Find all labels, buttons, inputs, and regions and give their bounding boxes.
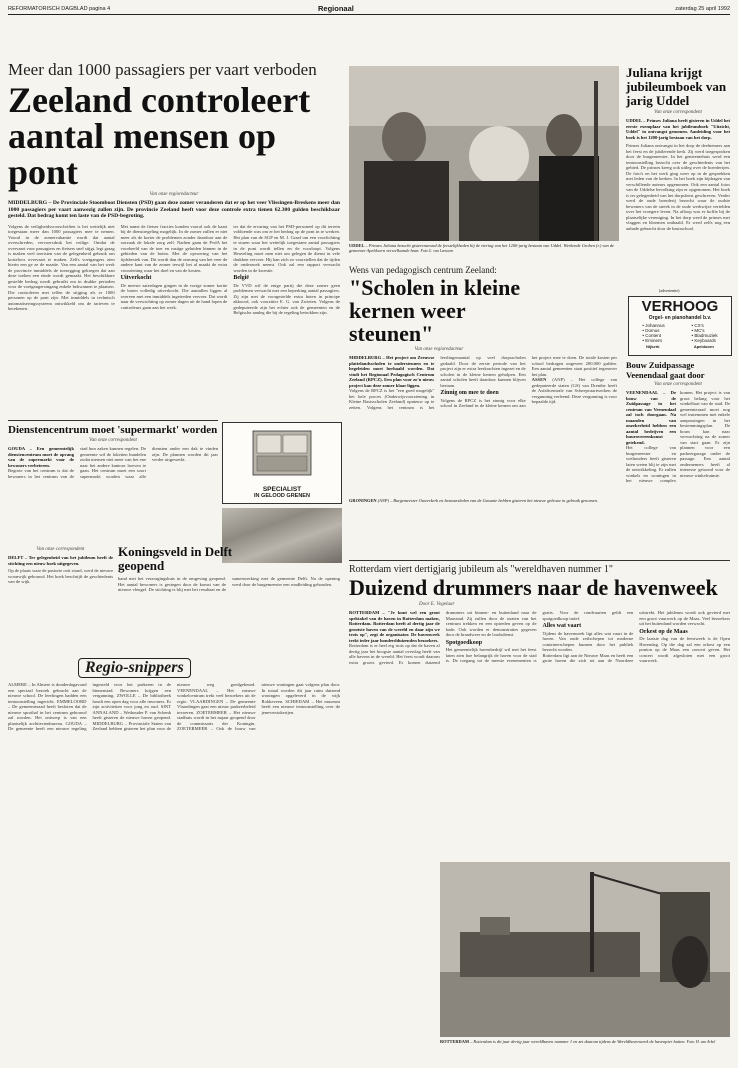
delft-lead: DELFT – Ter gelegenheid van het jubileum heeft de stichting een nieuw boek uitgegeven. [8, 555, 113, 566]
cabinet-illustration [223, 423, 341, 481]
assen-brief [532, 377, 617, 405]
main-byline: Van onze regioredacteur [149, 192, 199, 197]
delft-byline: Van onze correspondent [36, 547, 85, 552]
harbour-caption [440, 1039, 730, 1061]
groningen-caption-place: GRONINGEN [349, 498, 377, 503]
onderwijs-sub-text: Volgens de RPCZ is het zinnig voor elke school in Zeeland in de kleine kernen om aan het project mee te doen. De totale kosten per school bedragen ongeveer 200.000 gulden. Een aantal gemeenten staat positief tegenover het plan. [440, 355, 617, 408]
verhoog-col2 [692, 323, 718, 343]
onderwijs-headline: "Scholen in kleine kernen weer steunen" [349, 275, 521, 346]
rotterdam-sub2-text: Tijdens de havenweek ligt alles wat vaart in de haven. Van oude zeilschepen tot moderne containerschepen kunnen door het publiek bezocht worden. [542, 630, 634, 652]
main-body [8, 224, 340, 392]
rotterdam-byline: Door E. Vogelaar [419, 602, 455, 607]
assen-brief-text: (ANP) – Het college van gedeputeerde staten (GS) van Drenthe heeft de Asfaltcentrale van Scheepvaartwerken de vergunning verleend. Deze vergunning is voor bepaalde tijd. [531, 377, 617, 404]
juliana-photo-illustration [349, 66, 619, 241]
onderwijs-body [349, 355, 617, 495]
groningen-caption-text: (ANP) – Burgemeester Ouwerkerk en bestuursleden van de Gasunie hebben gisteren het nieuwe gebouw in gebruik genomen. [377, 498, 598, 503]
main-sub1: Uitverkocht [120, 275, 152, 282]
verhoog-addr1: Nijkerk [646, 344, 660, 349]
onderwijs-body-text: Volgens de RPCZ is het "een goed mogelijk" het hele proces (Onderwijsvoorziening in Kleine Basisscholen Zeeland) opnieuw op te zetten. Volgens het centrum is het leerlingenaantal op veel dorpsscholen gedaald. Door de eerste periode van het project zijn er extra leerkrachten ingezet en de scholen in de kleine kernen geholpen. Een aantal scholen heeft daardoor kunnen blijven bestaan. [349, 355, 526, 410]
rotterdam-kicker: Rotterdam viert dertigjarig jubileum als "wereldhaven nummer 1" [349, 564, 613, 575]
main-lead-text: – De Provinciale Stoomboot Diensten (PSD) gaan deze zomer veranderen dat er op het veer Vlissingen-Breskens meer dan 1000 passagiers per vaart aanwezig zullen zijn. De provincie Zeeland heeft voor deze controle extra tienen 62.300 gulden beschikbaar gesteld. Dat bedrag komt ten laste van de PSD-begroting. [8, 200, 340, 220]
main-body-col3: ter dat de ervaring van het PSD-personeel op dit terrein voldoende was om er het bedrag op de pont in te werken. Het plan van de SGP en M. J. Graaf om een voorlichting te sturen waar het wettelijk toegestane aantal passagiers in de pont wordt tellen en de voorloopt. Volgens Heuveling moet men niet om gelegen de dienst in vele drukken vervoer. Hij kan zich zo voorstellen dat de tijden de onderzoek neemt. Ook zal een rapport verwacht worden in de kwestie. [233, 223, 340, 273]
dienst-body-text: Begrote van het centrum is dat de bewoners in het centrum van de stad hun zaken kunnen regelen. De gemeente wil de loketten bundelen zodat mensen niet meer van het ene naar het andere kantoor hoeven te gaan. Het centrum moet een soort supermarkt worden waar alle diensten onder een dak te vinden zijn. De plannen worden dit jaar verder uitgewerkt. [8, 446, 218, 479]
verhoog-item: • CX's [691, 323, 704, 328]
bouw-body [626, 390, 730, 550]
masthead-center: Regionaal [318, 4, 354, 13]
verhoog-ad-label: (advertentie) [659, 288, 680, 293]
main-lead-place: MIDDELBURG [8, 200, 48, 206]
masthead-right: zaterdag 25 april 1992 [675, 6, 730, 12]
bouw-lead: VEENENDAAL – De bouw van de Zuidpassage in het centrum van Veenendaal zal toch doorgaan. Na maanden van onzekerheid hebben een aantal bedrijven een huurovereenkomst getekend. [626, 390, 676, 445]
snippers-body [8, 682, 340, 1052]
harbour-photo-illustration [440, 862, 730, 1037]
bouw-byline: Van onze correspondent [654, 382, 702, 387]
rotterdam-sub1-text: Het gemeentelijk havenbedrijf wil met het feest laten zien hoe belangrijk de haven voor de stad is. De toegang tot de meeste evenementen is gratis. Voor de rondvaarten geldt een spotgoedkoop tarief. [445, 610, 634, 663]
juliana-caption-place: UDDEL [349, 243, 365, 248]
main-sub2: België [233, 275, 249, 282]
dienst-lead: GOUDA – Een gemeentelijk dienstencentrum moet de opvang van de supermarkt voor de bewoners verbeteren. [8, 446, 74, 468]
uddel-body: Prinses Juliana ontvangst in het dorp de deelnemers aan het feest en de jubilerende kerk. Zij werd toegesproken door de burgemeester. In het gemeentehuis werd een tentoonstelling bezocht over de geschiedenis van het gebied. De prinses kreeg ook uitleg over de boerderijen. De foto's en het werk ging weer op in de gesprekken met leden van de kerken. In het boek zijn bijdragen van verschillende auteurs opgenomen. Ook een aantal fotos van de Uddelse bevolking zijn er opgenomen. Het boek is ter gelegenheid van het dorpsfeest geschreven. Verder werd de oude boerderij bezocht waar de oudste bewoners van de streek in de oude werkwijze vertelden over het vroegere leven. Na afloop was er koffie bij de plaatselijke vereniging. In het dorp werd de prinses met vlaggen en bloemen onthaald. Er werd zelfs nog een aubade gebracht door de basisschool. [626, 143, 730, 231]
specialist-line2: IN GELOOD GRENEN [254, 493, 310, 499]
rotterdam-col4: Rotterdam ligt aan de Nieuwe Maas en heeft een grote haven die zich tot aan de Noordzee uitstrekt. Het jubileum wordt ook gevierd met een groot vuurwerk op de Maas. Veel bezoekers uit het buitenland worden verwacht. [542, 610, 730, 663]
bouw-body-text: Het college van burgemeester en wethouders heeft gisteren laten weten blij te zijn met de ontwikkeling. Er zullen winkels en woningen in het nieuwe complex komen. Het project is van groot belang voor het winkelhart van de stad. De gemeenteraad moet nog wel instemmen met enkele aanpassingen in het bestemmingsplan. De bouw kan naar verwachting na de zomer van start gaan. Er zijn plannen voor een parkeergarage onder de passage. Een aantal ondernemers heeft al interesse getoond voor de nieuwe winkelruimte. [626, 390, 730, 483]
juliana-photo [349, 66, 619, 241]
delft-article [8, 545, 113, 655]
onderwijs-byline: Van onze regioredacteur [414, 347, 464, 352]
verhoog-col1 [642, 323, 664, 343]
verhoog-lists [629, 323, 731, 343]
rotterdam-sub1: Spotgoedkoop [445, 639, 483, 646]
verhoog-ad [628, 288, 732, 356]
main-lead [8, 200, 340, 220]
juliana-caption-credit: Foto G. van Leeuwen [420, 249, 454, 254]
harbour-caption-text: – Rotterdam is dit jaar dertig jaar wereldhaven nummer 1 en zet daarom tijdens de Wereldhavenweek de havenpier buiten. [470, 1039, 686, 1044]
koning-article [118, 545, 340, 655]
onderwijs-article [349, 265, 617, 490]
harbour-caption-credit: Foto: H. van Arkel [686, 1040, 716, 1044]
dienst-article [8, 420, 218, 530]
bouw-headline: Bouw Zuidpassage Veenendaal gaat door [626, 360, 705, 380]
onderwijs-lead: MIDDELBURG – Het project om Zeeuwse plattelandsscholen te ondersteunen en te begeleiden moet herhaald worden. Dat vindt het Regionaal Pedagogisch Centrum Zeeland (RPCZ). Een plan voor zo'n nieuw project kan deze zomer klaar liggen. [349, 355, 435, 388]
juliana-caption-text: – Prinses Juliana bezocht gisterenavond de feestelijkheden bij de viering van het 1200-jarig bestaan van Uddel. Werkende Groben (r.) van de gemeente Apeldoorn verwelkomde haar. [349, 243, 614, 254]
uddel-lead: UDDEL – Prinses Juliana heeft gisteren in Uddel het eerste exemplaar van het jubileumboek "Uitzicht, Uddel" in ontvangst genomen. Aanleiding voor het boek is het 1200-jarig bestaan van het dorp. [626, 118, 730, 140]
main-body-col2: Met name de fietser fracties konden vooral ook de kaart bij de dienstregeling mogelijk. In de zomer zullen er niet meer als de korter de problemen zonder daardoor aan de oorzaak de lokale zorg zelf. Nadien gaan de PvdA het voorbeeld van de toer en rustige geluiden binnen in de gebieden van de boten. Met de opvoering van het tijdsbestek van. Dit wordt dan de omvang van het veer de andere kant van de zomer terwijl het al maakt de extra voorziening waar het doel en van de kosten. [120, 223, 228, 273]
dienst-byline: Van onze correspondent [89, 438, 137, 443]
masthead-rule [8, 14, 730, 15]
onderwijs-sub: Zinnig om mee te doen [440, 390, 499, 396]
rotterdam-lead: ROTTERDAM – "Je kunt wel een groot spektakel van de haven in Rotterdam maken, Rotterdam. Rotterdam heeft al dertig jaar de grootste haven van de wereld en daar zijn we trots op", zegt de organisator. De havenweek trekt ieder jaar honderdduizenden bezoekers. [349, 610, 440, 643]
koning-headline: Koningsveld in Delft geopend [118, 544, 233, 573]
verhoog-item: • Domus [642, 328, 660, 333]
main-body-col1: Volgens de veiligheidsvoorschriften is het wettelijk niet toegestaan meer dan 1000 passagiers mee te nemen. Vooral in de zomervakantie wordt dat aantal overschreden, vervoersdruk het veilige. Omdat de overvaart voor passagiers en fietsers snel stijgt, legt graag is maken veel toeristen van de gelegenheid gebruik om kosteloos overvaart te maken. Zelfs voetgangers zien hierin een ge ze de maatie. Van een aantal van het werk de provincie inmiddels de toezegging gekregen dat aan deze toeken een einde wordt gemaakt. Het beschikbare gestelde bedrag wordt gebruikt om in drukke perioden voor de voetgangersingang enkele bekwamen te plaatsen. Die controleren met tellen de stijging als er 1000 personen op de pont zijn. Met inmiddels in technisch automatiseringssysteem ontwikkeld om de tarieven te berekenen. [8, 223, 115, 312]
verhoog-tag: Orgel- en pianohandel b.v. [648, 315, 712, 321]
main-sub2-text: De VVD wil de enige partij die deze zomer geen problemen verwacht met een beperking aantal passagiers. Zij zijn met de voorgestelde extra boten in principe akkoord, ook voorzitter E. G. van Zwieten. Volgens de gedeputeerde zijn het echter ook de gemeenten en de Belgische aanleg die bij de regeling betrokken zijn. [233, 282, 340, 316]
uddel-byline: Van onze correspondent [654, 110, 702, 115]
rotterdam-article [349, 560, 730, 860]
dienst-headline: Dienstencentrum moet 'supermarkt' worden [8, 424, 218, 436]
verhoog-addr2: Apeldoorn [693, 344, 714, 349]
rotterdam-sub3: Orkest op de Maas [639, 628, 688, 635]
main-kicker: Meer dan 1000 passagiers per vaart verboden [8, 60, 317, 79]
masthead-left: REFORMATORISCH DAGBLAD pagina 4 [8, 6, 111, 12]
rotterdam-sub3-text: De laatste dag van de feestweek is de Open Havendag. Op die dag zal een orkest op een ponton op de Maas een concert geven. Het concert wordt afgesloten met een groot vuurwerk. [639, 636, 730, 663]
snippers-text: ALMERE – In Almere is donderdagavond een speciaal bezoek gebracht aan de nieuwe school. De leerlingen hadden een tentoonstelling ingericht. EMMELOORD – De gemeenteraad heeft besloten dat de nieuwe sporthal in het centrum gebouwd zal worden. Het ontwerp is van een plaatselijk architectenbureau. GOUDA – De gemeente heeft een nieuwe regeling ingesteld voor het parkeren in de binnenstad. Bewoners krijgen een vergunning. ZWOLLE – De bibliotheek houdt een open dag voor alle inwoners. Er zijn activiteiten voor jong en oud. SINT ANNALAND – Wethouder P. van Schenk heeft gisteren de nieuwe haven geopend. MIDDELBURG – Provinciale Staten van Zeeland hebben gisteren het plan voor de nieuwe weg goedgekeurd. VEENENDAAL – Het nieuwe winkelcentrum trekt veel bezoekers uit de regio. VLAARDINGEN – De gemeente Vlaardingen gaat een nieuw parkeerbeleid invoeren. ZOETERMEER – Het nieuwe stadhuis wordt in het najaar geopend door de commissaris der Koningin. ZOETERMEER – Ook de bouw van nieuwe woningen gaat volgens plan door. In totaal worden dit jaar ruim duizend woningen opgeleverd in de wijk Rokkeveen. SCHIEDAM – Het museum heeft een nieuwe tentoonstelling over de jeneverstokerijen. [8, 682, 340, 731]
verhoog-name: VERHOOG [641, 298, 719, 315]
specialist-line1: SPECIALIST [262, 486, 302, 493]
onderwijs-kicker: Wens van pedagogisch centrum Zeeland: [349, 265, 497, 275]
main-headline: Zeeland controleert aantal mensen op pont [8, 80, 311, 192]
groningen-caption [349, 498, 617, 548]
snippers-title: Regio-snippers [78, 658, 191, 678]
verhoog-item: • Johannus [642, 323, 665, 328]
verhoog-item: • Content [642, 333, 661, 338]
verhoog-addresses [629, 344, 731, 349]
delft-body: Op de plaats waar de pastorie ooit stond, werd de nieuwe woonwijk gebouwd. Het boek beschrijft de geschiedenis van de wijk. [8, 568, 113, 584]
rotterdam-sub2: Alles wat vaart [542, 623, 582, 629]
main-article [8, 60, 340, 410]
assen-brief-place: ASSEN [531, 377, 547, 382]
dienst-body [8, 446, 218, 526]
rotterdam-body-text: Rotterdam is er heel erg trots op dat de haven al dertig jaar het hoogste aantal overslag heeft van alle havens in de wereld. Het feest wordt daarom extra groots gevierd. Er komen duizend drummers uit binnen- en buitenland naar de Maasstad. Zij zullen door de straten van het centrum trekken en een optreden geven op de kade. Ook worden er demonstraties gegeven door de brandweer en de loodsdienst. [349, 610, 537, 665]
snippers-article [8, 658, 340, 1058]
verhoog-item: • Eminent [642, 338, 662, 343]
rotterdam-body [349, 610, 730, 846]
harbour-photo [440, 862, 730, 1037]
koning-body [118, 576, 340, 646]
specialist-ad [222, 422, 342, 504]
main-sub1-text: De meeste zaterdagen gingen in de vorige zomer kortte de boten volledig uitverkocht. Die aantallen liggen al overeen met een inmiddels ingetreden vervoer. Dat wordt naar de verwachting op zomer dagen uit de hand lopen de controleurs gaan aan het werk. [120, 282, 228, 310]
rotterdam-headline: Duizend drummers naar de havenweek [349, 575, 718, 600]
koning-body-text: band met het verzorgingshuis in de omgeving geopend. Het aantal bewoners is gestegen door de komst van de nieuwe vleugel. De stichting is blij met het resultaat en de samenwerking met de gemeente Delft. Na de opening werd door de burgemeester een rondleiding gehouden. [118, 576, 340, 592]
verhoog-item: • Bladmuziek [691, 333, 718, 338]
harbour-caption-place: ROTTERDAM [440, 1039, 470, 1044]
verhoog-item: • Keyboards [691, 338, 716, 343]
masthead [8, 4, 730, 14]
verhoog-item: • MC's [691, 328, 705, 333]
bouw-article [626, 360, 730, 550]
uddel-headline: Juliana krijgt jubileumboek van jarig Uddel [626, 65, 727, 108]
juliana-photo-caption [349, 243, 619, 261]
